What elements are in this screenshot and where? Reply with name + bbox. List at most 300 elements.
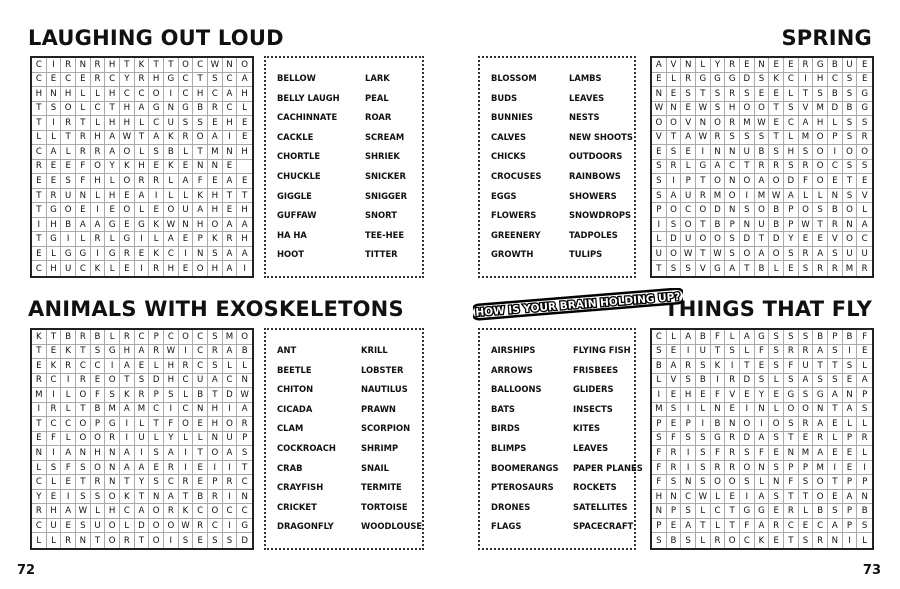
grid-cell: S bbox=[237, 446, 252, 461]
grid-cell: P bbox=[843, 504, 858, 519]
grid-cell: S bbox=[799, 261, 814, 276]
grid-cell: P bbox=[652, 417, 667, 432]
grid-cell: R bbox=[61, 359, 76, 374]
grid-cell: H bbox=[91, 174, 106, 189]
grid-cell: O bbox=[725, 533, 740, 548]
grid-cell: L bbox=[179, 189, 194, 204]
page-number-left: 72 bbox=[17, 563, 36, 578]
grid-cell: G bbox=[149, 102, 164, 117]
grid-cell: N bbox=[223, 145, 238, 160]
grid-cell: E bbox=[784, 261, 799, 276]
grid-cell: O bbox=[740, 417, 755, 432]
grid-cell: A bbox=[223, 174, 238, 189]
grid-cell: M bbox=[813, 461, 828, 476]
grid-cell: N bbox=[711, 403, 726, 418]
grid-cell: D bbox=[740, 232, 755, 247]
grid-cell: B bbox=[843, 102, 858, 117]
grid-cell: S bbox=[740, 446, 755, 461]
grid-cell: S bbox=[740, 87, 755, 102]
word-list-item: CICADA bbox=[277, 403, 313, 414]
grid-cell: N bbox=[828, 533, 843, 548]
grid-cell: C bbox=[681, 490, 696, 505]
grid-cell: E bbox=[32, 247, 47, 262]
word-list-item: BOOMERANGS bbox=[491, 462, 559, 473]
grid-cell: I bbox=[667, 174, 682, 189]
grid-cell: O bbox=[843, 145, 858, 160]
grid-cell: N bbox=[32, 446, 47, 461]
grid-cell: L bbox=[149, 359, 164, 374]
word-list-item: KITES bbox=[573, 423, 601, 434]
grid-cell: H bbox=[91, 131, 106, 146]
grid-cell: I bbox=[828, 461, 843, 476]
grid-cell: G bbox=[179, 102, 194, 117]
grid-cell: I bbox=[696, 145, 711, 160]
word-list-item: TADPOLES bbox=[569, 229, 618, 240]
grid-cell: S bbox=[223, 533, 238, 548]
grid-cell: S bbox=[76, 461, 91, 476]
page-number-right: 73 bbox=[862, 563, 881, 578]
word-list-item: ROCKETS bbox=[573, 482, 617, 493]
grid-cell: I bbox=[799, 73, 814, 88]
grid-cell: S bbox=[843, 116, 858, 131]
grid-cell: N bbox=[725, 145, 740, 160]
grid-cell: O bbox=[120, 145, 135, 160]
grid-cell: H bbox=[105, 189, 120, 204]
grid-cell: A bbox=[120, 446, 135, 461]
grid-cell: W bbox=[799, 218, 814, 233]
grid-cell: T bbox=[149, 58, 164, 73]
grid-cell: E bbox=[828, 174, 843, 189]
grid-cell: F bbox=[740, 519, 755, 534]
grid-cell: E bbox=[755, 359, 770, 374]
grid-cell: R bbox=[857, 131, 872, 146]
grid-cell: F bbox=[857, 330, 872, 345]
grid-cell: W bbox=[179, 519, 194, 534]
grid-cell: I bbox=[857, 461, 872, 476]
grid-cell: L bbox=[61, 145, 76, 160]
grid-cell: S bbox=[208, 359, 223, 374]
grid-cell: B bbox=[667, 533, 682, 548]
grid-cell: A bbox=[652, 58, 667, 73]
puzzle-title-spring: SPRING bbox=[781, 26, 872, 50]
grid-cell: S bbox=[769, 330, 784, 345]
grid-cell: E bbox=[799, 232, 814, 247]
grid-cell: O bbox=[696, 232, 711, 247]
grid-cell: L bbox=[857, 446, 872, 461]
grid-cell: O bbox=[237, 58, 252, 73]
grid-cell: H bbox=[47, 504, 62, 519]
grid-cell: T bbox=[799, 87, 814, 102]
grid-cell: T bbox=[208, 388, 223, 403]
grid-cell: M bbox=[223, 330, 238, 345]
grid-cell: I bbox=[843, 345, 858, 360]
grid-cell: E bbox=[120, 261, 135, 276]
grid-cell: A bbox=[237, 247, 252, 262]
grid-cell: T bbox=[32, 345, 47, 360]
grid-cell: W bbox=[696, 102, 711, 117]
grid-cell: R bbox=[667, 160, 682, 175]
grid-cell: E bbox=[120, 189, 135, 204]
grid-cell: B bbox=[857, 504, 872, 519]
grid-cell: S bbox=[828, 345, 843, 360]
word-list-fly bbox=[491, 341, 643, 537]
grid-cell: A bbox=[711, 160, 726, 175]
grid-cell: L bbox=[784, 131, 799, 146]
grid-cell: E bbox=[784, 58, 799, 73]
grid-cell: S bbox=[76, 519, 91, 534]
grid-cell: O bbox=[179, 330, 194, 345]
grid-cell: E bbox=[652, 145, 667, 160]
grid-cell: L bbox=[61, 432, 76, 447]
grid-cell: H bbox=[813, 73, 828, 88]
grid-cell: V bbox=[667, 58, 682, 73]
grid-cell: W bbox=[208, 58, 223, 73]
grid-cell: S bbox=[725, 345, 740, 360]
grid-cell: I bbox=[208, 461, 223, 476]
grid-cell: L bbox=[755, 475, 770, 490]
grid-cell: E bbox=[755, 87, 770, 102]
grid-cell: S bbox=[696, 432, 711, 447]
word-list-item: CROCUSES bbox=[491, 170, 542, 181]
grid-cell: D bbox=[135, 519, 150, 534]
grid-cell: E bbox=[725, 490, 740, 505]
grid-cell: S bbox=[843, 131, 858, 146]
grid-cell: C bbox=[784, 519, 799, 534]
word-list-item: CRAYFISH bbox=[277, 482, 324, 493]
grid-cell: N bbox=[843, 218, 858, 233]
grid-cell: I bbox=[61, 374, 76, 389]
grid-cell: S bbox=[652, 174, 667, 189]
word-list-item: GREENERY bbox=[491, 229, 541, 240]
grid-cell: O bbox=[667, 247, 682, 262]
grid-cell: S bbox=[652, 345, 667, 360]
grid-cell: E bbox=[32, 174, 47, 189]
grid-cell: Y bbox=[784, 232, 799, 247]
grid-cell: C bbox=[47, 417, 62, 432]
grid-cell: F bbox=[799, 174, 814, 189]
grid-cell: O bbox=[681, 218, 696, 233]
grid-cell: R bbox=[223, 232, 238, 247]
word-list-item: BUDS bbox=[491, 92, 518, 103]
grid-cell: T bbox=[32, 232, 47, 247]
grid-cell: R bbox=[179, 359, 194, 374]
grid-cell: P bbox=[652, 519, 667, 534]
grid-cell: L bbox=[711, 490, 726, 505]
grid-cell: H bbox=[105, 87, 120, 102]
grid-cell: R bbox=[711, 461, 726, 476]
grid-cell: L bbox=[799, 504, 814, 519]
grid-cell: O bbox=[813, 160, 828, 175]
grid-cell: S bbox=[725, 232, 740, 247]
grid-cell: T bbox=[61, 131, 76, 146]
grid-cell: B bbox=[828, 58, 843, 73]
grid-cell: R bbox=[164, 504, 179, 519]
letter-grid-animals bbox=[30, 328, 254, 550]
word-list-item: CLAM bbox=[277, 423, 304, 434]
grid-cell: T bbox=[164, 58, 179, 73]
grid-cell: R bbox=[813, 261, 828, 276]
grid-cell: S bbox=[47, 102, 62, 117]
grid-cell: T bbox=[725, 504, 740, 519]
grid-cell: N bbox=[784, 446, 799, 461]
grid-cell: F bbox=[667, 432, 682, 447]
word-list-item: SATELLITES bbox=[573, 501, 628, 512]
grid-cell: E bbox=[799, 519, 814, 534]
grid-cell: L bbox=[179, 388, 194, 403]
grid-cell: E bbox=[769, 504, 784, 519]
grid-cell: E bbox=[769, 446, 784, 461]
grid-cell: N bbox=[164, 102, 179, 117]
word-list-item: ARROWS bbox=[491, 364, 533, 375]
grid-cell: R bbox=[120, 330, 135, 345]
grid-cell: V bbox=[667, 374, 682, 389]
grid-cell: E bbox=[667, 345, 682, 360]
grid-cell: G bbox=[135, 218, 150, 233]
grid-cell: R bbox=[725, 432, 740, 447]
grid-cell: T bbox=[740, 261, 755, 276]
grid-cell: T bbox=[32, 116, 47, 131]
grid-cell: D bbox=[241, 535, 248, 546]
grid-cell: S bbox=[857, 403, 872, 418]
grid-cell: O bbox=[91, 461, 106, 476]
grid-cell: O bbox=[149, 504, 164, 519]
grid-cell: S bbox=[91, 345, 106, 360]
grid-cell: L bbox=[135, 145, 150, 160]
grid-cell: O bbox=[799, 203, 814, 218]
grid-cell: A bbox=[681, 131, 696, 146]
grid-cell: C bbox=[91, 102, 106, 117]
grid-cell: G bbox=[711, 261, 726, 276]
grid-cell: H bbox=[32, 87, 47, 102]
grid-cell: I bbox=[681, 461, 696, 476]
grid-cell: S bbox=[857, 519, 872, 534]
word-list-item: CHICKS bbox=[491, 151, 526, 162]
grid-cell: S bbox=[696, 359, 711, 374]
grid-cell: S bbox=[740, 475, 755, 490]
grid-cell: B bbox=[828, 87, 843, 102]
grid-cell: O bbox=[208, 446, 223, 461]
grid-cell: O bbox=[179, 417, 194, 432]
grid-cell: G bbox=[47, 232, 62, 247]
grid-cell: S bbox=[769, 490, 784, 505]
grid-cell: E bbox=[91, 374, 106, 389]
grid-cell: G bbox=[857, 87, 872, 102]
grid-cell: L bbox=[149, 432, 164, 447]
grid-cell: N bbox=[740, 218, 755, 233]
grid-cell: R bbox=[784, 504, 799, 519]
grid-cell: S bbox=[813, 374, 828, 389]
grid-cell: R bbox=[681, 73, 696, 88]
grid-cell: S bbox=[149, 145, 164, 160]
grid-cell: W bbox=[755, 116, 770, 131]
grid-cell: A bbox=[755, 174, 770, 189]
grid-cell: U bbox=[47, 519, 62, 534]
grid-cell: R bbox=[149, 345, 164, 360]
grid-cell: U bbox=[755, 218, 770, 233]
grid-cell: I bbox=[47, 446, 62, 461]
grid-cell: R bbox=[76, 145, 91, 160]
grid-cell: O bbox=[208, 504, 223, 519]
grid-cell: C bbox=[164, 247, 179, 262]
grid-cell: F bbox=[755, 345, 770, 360]
grid-cell: H bbox=[237, 145, 252, 160]
grid-cell: S bbox=[843, 160, 858, 175]
grid-cell: O bbox=[843, 232, 858, 247]
grid-cell: L bbox=[813, 189, 828, 204]
grid-cell: A bbox=[135, 461, 150, 476]
grid-cell: N bbox=[47, 87, 62, 102]
grid-cell: I bbox=[91, 203, 106, 218]
grid-cell: H bbox=[105, 58, 120, 73]
grid-cell: S bbox=[208, 73, 223, 88]
grid-cell: U bbox=[223, 432, 238, 447]
word-list-item: SNIGGER bbox=[365, 190, 408, 201]
grid-cell: S bbox=[149, 475, 164, 490]
word-list-item: PAPER PLANES bbox=[573, 462, 643, 473]
grid-cell: S bbox=[681, 87, 696, 102]
grid-cell: O bbox=[740, 102, 755, 117]
grid-cell: L bbox=[769, 374, 784, 389]
grid-cell: C bbox=[149, 403, 164, 418]
grid-cell: L bbox=[135, 116, 150, 131]
grid-cell: O bbox=[769, 174, 784, 189]
grid-cell: E bbox=[120, 218, 135, 233]
grid-cell: L bbox=[164, 189, 179, 204]
grid-cell: E bbox=[769, 58, 784, 73]
grid-cell: E bbox=[61, 475, 76, 490]
grid-cell: G bbox=[740, 504, 755, 519]
word-list-item: LAMBS bbox=[569, 73, 602, 83]
grid-cell: S bbox=[179, 116, 194, 131]
grid-cell: H bbox=[120, 345, 135, 360]
grid-cell: G bbox=[47, 203, 62, 218]
grid-cell: E bbox=[193, 417, 208, 432]
grid-cell: A bbox=[857, 218, 872, 233]
grid-cell: C bbox=[32, 73, 47, 88]
grid-cell: C bbox=[223, 374, 238, 389]
grid-cell: E bbox=[652, 73, 667, 88]
grid-cell: C bbox=[725, 160, 740, 175]
grid-cell: T bbox=[32, 102, 47, 117]
grid-cell: Y bbox=[120, 73, 135, 88]
grid-cell: O bbox=[237, 330, 252, 345]
grid-cell: S bbox=[799, 145, 814, 160]
grid-cell: N bbox=[193, 247, 208, 262]
grid-cell: I bbox=[223, 519, 238, 534]
grid-cell: N bbox=[681, 475, 696, 490]
grid-cell: T bbox=[799, 490, 814, 505]
grid-cell: H bbox=[47, 261, 62, 276]
grid-cell: N bbox=[681, 58, 696, 73]
grid-cell: O bbox=[740, 247, 755, 262]
grid-cell: S bbox=[799, 475, 814, 490]
grid-cell: S bbox=[696, 475, 711, 490]
grid-cell: R bbox=[784, 345, 799, 360]
grid-cell: N bbox=[725, 174, 740, 189]
grid-cell: G bbox=[813, 388, 828, 403]
grid-cell: C bbox=[179, 374, 194, 389]
grid-cell: W bbox=[164, 345, 179, 360]
grid-cell: F bbox=[711, 330, 726, 345]
grid-cell: L bbox=[91, 116, 106, 131]
grid-cell: R bbox=[725, 461, 740, 476]
grid-cell: A bbox=[105, 131, 120, 146]
grid-cell: P bbox=[857, 388, 872, 403]
grid-cell: T bbox=[696, 87, 711, 102]
grid-cell: P bbox=[784, 461, 799, 476]
grid-cell: O bbox=[105, 533, 120, 548]
grid-cell: C bbox=[76, 261, 91, 276]
grid-cell: B bbox=[813, 504, 828, 519]
grid-cell: I bbox=[164, 87, 179, 102]
word-list-item: SCORPION bbox=[361, 423, 411, 434]
grid-cell: O bbox=[667, 203, 682, 218]
grid-cell: B bbox=[696, 374, 711, 389]
grid-cell: N bbox=[725, 417, 740, 432]
grid-cell: O bbox=[193, 131, 208, 146]
grid-cell: O bbox=[784, 403, 799, 418]
grid-cell: L bbox=[857, 203, 872, 218]
grid-cell: R bbox=[861, 263, 868, 274]
grid-cell: N bbox=[857, 490, 872, 505]
grid-cell: T bbox=[76, 475, 91, 490]
grid-cell: T bbox=[828, 403, 843, 418]
word-list-item: LARK bbox=[365, 73, 390, 83]
grid-cell: E bbox=[193, 533, 208, 548]
grid-cell: H bbox=[813, 116, 828, 131]
grid-cell: K bbox=[769, 73, 784, 88]
grid-cell: E bbox=[32, 359, 47, 374]
grid-cell: S bbox=[784, 247, 799, 262]
grid-cell: R bbox=[208, 345, 223, 360]
grid-cell: R bbox=[813, 432, 828, 447]
grid-cell: I bbox=[652, 218, 667, 233]
grid-cell: C bbox=[32, 261, 47, 276]
grid-cell: E bbox=[843, 461, 858, 476]
grid-cell: I bbox=[223, 490, 238, 505]
grid-cell: A bbox=[237, 403, 252, 418]
grid-cell: E bbox=[828, 490, 843, 505]
grid-cell: S bbox=[208, 533, 223, 548]
grid-cell: L bbox=[828, 432, 843, 447]
grid-cell: O bbox=[755, 203, 770, 218]
grid-cell: F bbox=[164, 417, 179, 432]
grid-cell: O bbox=[164, 203, 179, 218]
grid-cell: A bbox=[813, 417, 828, 432]
grid-cell: T bbox=[828, 359, 843, 374]
grid-cell: U bbox=[696, 345, 711, 360]
grid-cell: S bbox=[681, 261, 696, 276]
grid-cell: B bbox=[696, 330, 711, 345]
grid-cell: C bbox=[193, 359, 208, 374]
grid-cell: N bbox=[828, 189, 843, 204]
word-list-item: NEW SHOOTS bbox=[569, 131, 633, 142]
grid-cell: G bbox=[696, 73, 711, 88]
grid-cell: G bbox=[105, 345, 120, 360]
grid-cell: S bbox=[105, 388, 120, 403]
grid-cell: E bbox=[32, 432, 47, 447]
grid-cell: O bbox=[740, 461, 755, 476]
grid-cell: S bbox=[667, 403, 682, 418]
grid-cell: G bbox=[164, 73, 179, 88]
grid-cell: O bbox=[164, 519, 179, 534]
grid-cell: A bbox=[164, 446, 179, 461]
word-list-item: NESTS bbox=[569, 112, 600, 123]
grid-cell: O bbox=[76, 432, 91, 447]
grid-cell: S bbox=[784, 160, 799, 175]
grid-cell: A bbox=[667, 189, 682, 204]
grid-cell: R bbox=[120, 247, 135, 262]
